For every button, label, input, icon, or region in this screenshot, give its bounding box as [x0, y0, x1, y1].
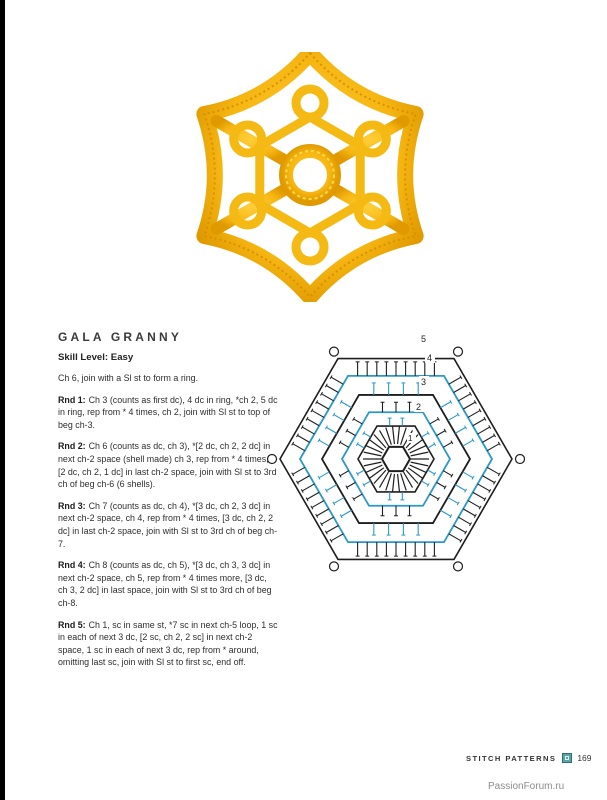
round-4-stitch — [319, 472, 329, 478]
round-1-stitch — [398, 474, 400, 492]
round-4-stitch — [334, 415, 344, 421]
round-marker-4: 4 — [427, 353, 433, 363]
round-marker-2: 2 — [416, 402, 422, 412]
round-4-stitch — [448, 497, 458, 503]
round-text: Ch 7 (counts as dc, ch 4), *[3 dc, ch 2, 3 dc] in next ch-2 space, ch 4, rep from * 4 times, [3 dc, ch 2, 2 dc] in last ch-2 space, join with Sl st to 3rd ch of beg ch-7. — [58, 500, 278, 549]
watermark: PassionForum.ru — [488, 781, 565, 792]
round-2-stitch — [357, 444, 364, 448]
round-3-outline — [322, 395, 470, 523]
round-5-stitch — [482, 476, 494, 483]
round-2-stitch — [421, 481, 428, 485]
round-5-stitch — [307, 492, 319, 499]
round-2-stitch — [428, 470, 435, 474]
round-5-stitch — [473, 492, 485, 499]
round-3-stitch — [443, 471, 452, 476]
round-5-stitch — [307, 419, 319, 426]
round-5-stitch — [487, 444, 499, 451]
page-footer — [466, 752, 592, 764]
round-1-stitch — [411, 452, 429, 456]
round-3-stitch — [354, 419, 363, 424]
corner-chain — [454, 562, 463, 571]
round-1-stitch — [364, 462, 382, 466]
round-5-stitch — [458, 394, 470, 401]
round-3-stitch — [347, 482, 356, 487]
round-marker-3: 3 — [421, 377, 427, 387]
corner-chain — [516, 455, 525, 464]
corner-chain — [268, 455, 277, 464]
round-4-stitch — [341, 510, 351, 516]
round-5-stitch — [321, 517, 333, 524]
center-ring — [382, 447, 410, 471]
round-1-stitch — [406, 470, 418, 483]
round-2-stitch — [428, 444, 435, 448]
round-marker-5: 5 — [421, 334, 427, 344]
round-3-stitch — [354, 494, 363, 499]
round-1-stitch — [374, 470, 386, 483]
round-5-stitch — [302, 427, 314, 434]
round-4-stitch — [455, 485, 465, 491]
round-1 — [58, 394, 278, 432]
round-1-stitch — [374, 434, 386, 447]
round-3-stitch — [347, 431, 356, 436]
round-5-stitch — [293, 467, 305, 474]
round-5-stitch — [302, 484, 314, 491]
round-4-stitch — [440, 510, 450, 516]
round-3-stitch — [340, 442, 349, 447]
round-5-stitch — [478, 484, 490, 491]
round-5-stitch — [449, 377, 461, 384]
round-2-stitch — [357, 470, 364, 474]
round-4-stitch — [326, 485, 336, 491]
round-5-stitch — [297, 435, 309, 442]
round-5-stitch — [473, 419, 485, 426]
round-text: Ch 3 (counts as first dc), 4 dc in ring, *ch 2, 5 dc in ring, rep from * 4 times, ch 2, join with Sl st to top of beg ch-3. — [58, 394, 278, 430]
round-5-stitch — [331, 534, 343, 541]
round-5-stitch — [454, 385, 466, 392]
intro-text: Ch 6, join with a Sl st to form a ring. — [58, 373, 199, 383]
round-4-stitch — [326, 427, 336, 433]
round-4-stitch — [455, 427, 465, 433]
round-3-stitch — [443, 442, 452, 447]
skill-level: Skill Level: Easy — [58, 352, 134, 363]
pattern-instructions — [58, 330, 278, 678]
round-4-stitch — [463, 472, 473, 478]
round-text: Ch 1, sc in same st, *7 sc in next ch-5 loop, 1 sc in each of next 3 dc, [2 sc, ch 2, 2 sc] in next ch-2 space, 1 sc in each of next 3 dc, rep from * around, omitting last sc, join with Sl st to first sc, end off. — [58, 619, 278, 668]
round-4-stitch — [440, 402, 450, 408]
pattern-title: GALA GRANNY — [58, 330, 183, 344]
round-5-stitch — [463, 402, 475, 409]
round-label: Rnd 1: — [58, 394, 86, 405]
round-1-stitch — [364, 452, 382, 456]
round-1-stitch — [411, 462, 429, 466]
round-5-stitch — [482, 435, 494, 442]
section-name: STITCH PATTERNS — [466, 753, 557, 763]
round-5-stitch — [478, 427, 490, 434]
round-5-stitch — [326, 526, 338, 533]
round-5-stitch — [331, 377, 343, 384]
round-5-stitch — [326, 385, 338, 392]
round-4-stitch — [448, 415, 458, 421]
round-4-stitch — [319, 440, 329, 446]
round-5-stitch — [458, 517, 470, 524]
round-4 — [58, 559, 278, 609]
round-4-outline — [300, 376, 492, 542]
round-5-stitch — [293, 444, 305, 451]
corner-chain — [330, 562, 339, 571]
round-2-stitch — [421, 433, 428, 437]
round-3-stitch — [430, 419, 439, 424]
round-5-stitch — [468, 410, 480, 417]
round-4-stitch — [334, 497, 344, 503]
round-5-stitch — [449, 534, 461, 541]
round-5-stitch — [312, 410, 324, 417]
round-5-stitch — [317, 402, 329, 409]
round-3-stitch — [437, 482, 446, 487]
round-2-stitch — [364, 481, 371, 485]
round-5-outline — [280, 359, 512, 560]
round-4-stitch — [463, 440, 473, 446]
round-5-stitch — [317, 509, 329, 516]
round-3 — [58, 500, 278, 550]
round-label: Rnd 4: — [58, 560, 86, 571]
round-1-stitch — [393, 426, 395, 444]
crochet-motif-photo — [195, 52, 425, 302]
round-label: Rnd 2: — [58, 441, 86, 452]
page-edge-bar — [0, 0, 5, 800]
round-5-stitch — [321, 394, 333, 401]
crochet-chart-diagram — [255, 328, 525, 590]
corner-chain — [454, 347, 463, 356]
round-label: Rnd 3: — [58, 500, 86, 511]
round-3-stitch — [430, 494, 439, 499]
round-5-stitch — [454, 526, 466, 533]
round-1-stitch — [398, 426, 400, 444]
round-text: Ch 8 (counts as dc, ch 5), *[3 dc, ch 3, 3 dc] in next ch-2 space, ch 5, rep from * 4 times more, [3 dc, ch 3, 2 dc] in last space, join with Sl st to 3rd ch of beg ch-8. — [58, 560, 272, 608]
section-icon — [562, 753, 572, 763]
round-5-stitch — [468, 501, 480, 508]
round-2 — [58, 440, 278, 490]
chart-stitch-symbols — [268, 347, 525, 571]
round-1-stitch — [393, 474, 395, 492]
round-label: Rnd 5: — [58, 619, 86, 630]
round-4-stitch — [341, 402, 351, 408]
corner-chain — [330, 347, 339, 356]
page-number: 169 — [577, 753, 592, 763]
round-5-stitch — [463, 509, 475, 516]
round-3-stitch — [340, 471, 349, 476]
round-text: Ch 6 (counts as dc, ch 3), *[2 dc, ch 2, 2 dc] in next ch-2 space (shell made) ch 3, rep from * 4 times, [2 dc, ch 2, 1 dc] in last ch-2 space, join with Sl st to 3rd ch of beg ch-6 (6 shells). — [58, 441, 277, 490]
round-2-stitch — [364, 433, 371, 437]
round-marker-1: 1 — [408, 434, 413, 443]
round-5-stitch — [297, 476, 309, 483]
round-3-stitch — [437, 431, 446, 436]
round-5-stitch — [312, 501, 324, 508]
round-5-stitch — [487, 467, 499, 474]
round-5 — [58, 619, 278, 669]
